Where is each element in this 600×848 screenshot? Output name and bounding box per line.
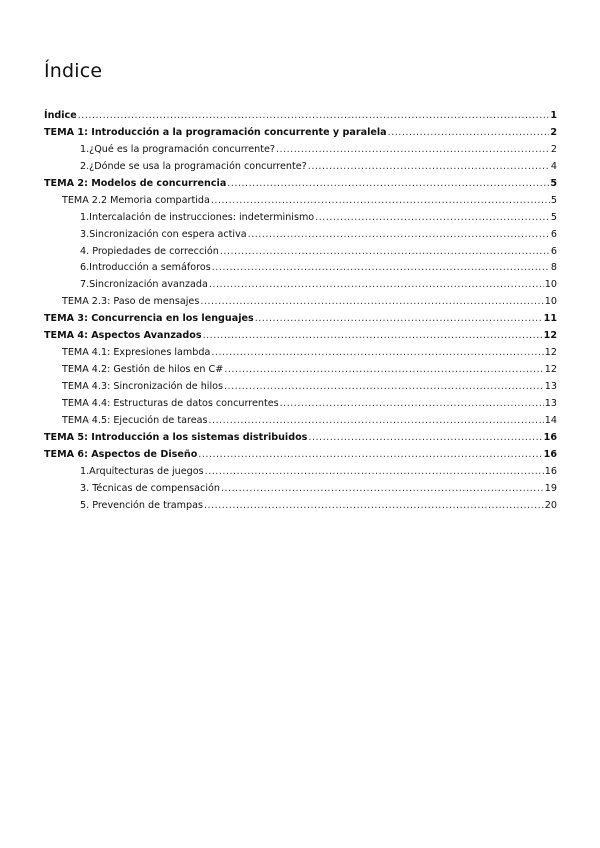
toc-dot-leader	[204, 500, 544, 511]
toc-entry-title: TEMA 2.3: Paso de mensajes	[62, 296, 200, 308]
toc-entry[interactable]	[44, 279, 557, 296]
toc-entry[interactable]	[44, 313, 557, 330]
toc-dot-leader	[255, 313, 543, 324]
toc-entry-title: TEMA 4.1: Expresiones lambda	[62, 347, 211, 359]
toc-entry-page-number: 5	[550, 211, 557, 223]
toc-entry-title: TEMA 4: Aspectos Avanzados	[44, 330, 202, 342]
toc-entry-title: 1.Intercalación de instrucciones: indeterminismo	[80, 211, 315, 223]
toc-dot-leader	[248, 229, 550, 240]
toc-entry-page-number: 10	[544, 279, 557, 291]
toc-entry[interactable]	[44, 415, 557, 432]
toc-entry[interactable]	[44, 229, 557, 246]
toc-entry-title: TEMA 6: Aspectos de Diseño	[44, 448, 198, 460]
toc-dot-leader	[315, 212, 550, 223]
toc-entry-page-number: 16	[543, 431, 557, 443]
toc-entry[interactable]	[44, 483, 557, 500]
toc-dot-leader	[388, 127, 550, 138]
toc-dot-leader	[276, 144, 550, 155]
toc-dot-leader	[209, 279, 544, 290]
toc-entry[interactable]	[44, 262, 557, 279]
toc-entry[interactable]	[44, 330, 557, 347]
table-of-contents	[44, 110, 557, 517]
toc-entry[interactable]	[44, 296, 557, 313]
toc-entry-title: 1.Arquitecturas de juegos	[80, 465, 204, 477]
toc-entry-title: 2.¿Dónde se usa la programación concurrente?	[80, 160, 307, 172]
toc-entry-page-number: 5	[550, 194, 557, 206]
toc-dot-leader	[224, 364, 544, 375]
toc-entry-page-number: 19	[544, 482, 557, 494]
toc-entry-title: 3. Técnicas de compensación	[80, 482, 220, 494]
toc-dot-leader	[221, 483, 544, 494]
toc-entry-page-number: 14	[544, 414, 557, 426]
toc-entry-page-number: 5	[550, 177, 557, 189]
toc-entry[interactable]	[44, 398, 557, 415]
toc-entry-page-number: 2	[550, 126, 557, 138]
toc-entry-page-number: 12	[544, 364, 557, 376]
toc-entry-page-number: 16	[543, 448, 557, 460]
toc-entry-title: 6.Introducción a semáforos	[80, 262, 211, 274]
toc-entry[interactable]	[44, 500, 557, 517]
toc-entry[interactable]	[44, 381, 557, 398]
toc-dot-leader	[227, 178, 549, 189]
toc-dot-leader	[211, 195, 550, 206]
toc-dot-leader	[205, 466, 544, 477]
toc-dot-leader	[198, 449, 542, 460]
toc-entry-title: TEMA 4.5: Ejecución de tareas	[62, 414, 208, 426]
toc-entry-page-number: 8	[550, 262, 557, 274]
toc-entry-page-number: 13	[544, 397, 557, 409]
toc-entry-title: TEMA 4.4: Estructuras de datos concurrentes	[62, 397, 279, 409]
toc-entry-title: TEMA 4.2: Gestión de hilos en C#	[62, 364, 224, 376]
toc-entry[interactable]	[44, 144, 557, 161]
toc-entry-page-number: 4	[550, 160, 557, 172]
toc-entry-title: TEMA 3: Concurrencia en los lenguajes	[44, 313, 254, 325]
toc-entry-title: 1.¿Qué es la programación concurrente?	[80, 143, 275, 155]
toc-dot-leader	[211, 347, 543, 358]
toc-entry[interactable]	[44, 347, 557, 364]
toc-entry[interactable]	[44, 449, 557, 466]
toc-dot-leader	[200, 296, 543, 307]
toc-entry-page-number: 10	[544, 296, 557, 308]
toc-entry-page-number: 20	[544, 499, 557, 511]
toc-entry[interactable]	[44, 432, 557, 449]
toc-entry[interactable]	[44, 110, 557, 127]
toc-entry-page-number: 13	[544, 381, 557, 392]
toc-entry[interactable]	[44, 127, 557, 144]
toc-entry[interactable]	[44, 195, 557, 212]
toc-entry-page-number: 11	[543, 313, 557, 325]
toc-dot-leader	[308, 161, 550, 172]
toc-dot-leader	[212, 262, 550, 273]
toc-entry-page-number: 12	[544, 347, 557, 359]
toc-entry-title: TEMA 2: Modelos de concurrencia	[44, 177, 227, 189]
toc-entry-title: TEMA 5: Introducción a los sistemas distribuidos	[44, 431, 308, 443]
toc-entry[interactable]	[44, 212, 557, 229]
toc-dot-leader	[224, 381, 544, 392]
toc-dot-leader	[280, 398, 544, 409]
toc-dot-leader	[78, 110, 550, 121]
toc-entry-title: TEMA 4.3: Sincronización de hilos	[62, 381, 223, 392]
toc-entry[interactable]	[44, 246, 557, 263]
toc-entry-page-number: 6	[550, 245, 557, 257]
toc-dot-leader	[220, 246, 550, 257]
page-title: Índice	[44, 60, 103, 82]
toc-entry[interactable]	[44, 364, 557, 381]
toc-entry-title: 5. Prevención de trampas	[80, 499, 203, 511]
toc-entry-title: TEMA 1: Introducción a la programación concurrente y paralela	[44, 126, 387, 138]
toc-entry-page-number: 2	[550, 143, 557, 155]
toc-entry-title: 7.Sincronización avanzada	[80, 279, 208, 291]
toc-dot-leader	[308, 432, 542, 443]
toc-entry-title: 4. Propiedades de corrección	[80, 245, 219, 257]
toc-entry[interactable]	[44, 466, 557, 483]
toc-entry-page-number: 6	[550, 228, 557, 240]
toc-dot-leader	[203, 330, 543, 341]
toc-dot-leader	[208, 415, 543, 426]
toc-entry-title: TEMA 2.2 Memoria compartida	[62, 194, 210, 206]
toc-entry-title: 3.Sincronización con espera activa	[80, 228, 247, 240]
toc-entry-title: Índice	[44, 110, 77, 121]
toc-entry[interactable]	[44, 161, 557, 178]
toc-entry[interactable]	[44, 178, 557, 195]
toc-entry-page-number: 16	[544, 465, 557, 477]
toc-entry-page-number: 12	[543, 330, 557, 342]
toc-entry-page-number: 1	[550, 110, 557, 121]
